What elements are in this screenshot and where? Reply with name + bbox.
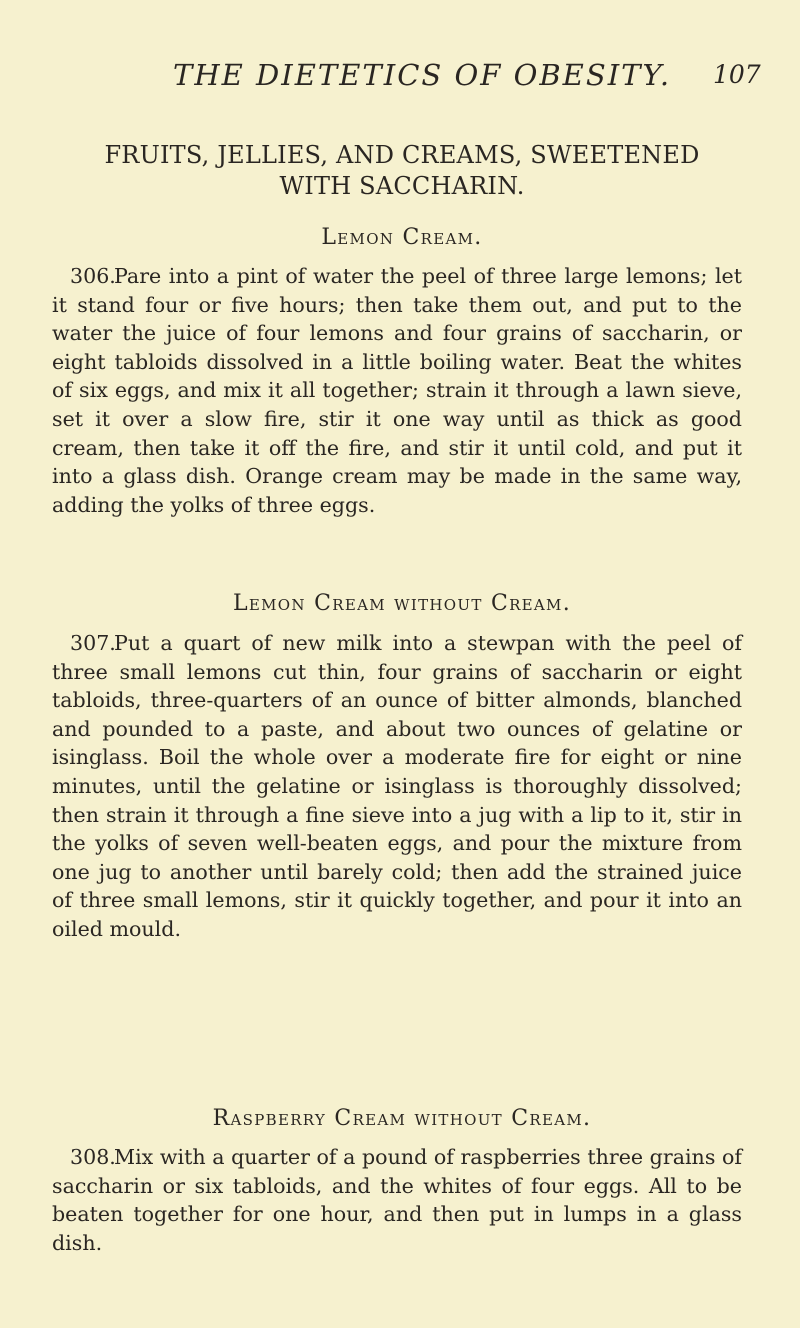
- recipe-number: 307.: [70, 631, 116, 655]
- recipe-306-body: [52, 262, 742, 519]
- recipe-307-body: [52, 629, 742, 944]
- recipe-text: Mix with a quarter of a pound of raspberries three grains of saccharin or six tabloids, and the whites of four eggs. All to be beaten together for one hour, and then put in lumps in a glass dish.: [52, 1145, 742, 1255]
- recipe-number: 306.: [70, 264, 116, 288]
- recipe-title-lemon-cream-without-cream: Lemon Cream without Cream.: [232, 591, 572, 616]
- page-number: 107: [713, 60, 761, 89]
- chapter-heading: [52, 140, 752, 202]
- chapter-heading-line-2: WITH SACCHARIN.: [279, 172, 525, 200]
- recipe-text: Pare into a pint of water the peel of three large lemons; let it stand four or five hours; then take them out, and put to the water the juice of four lemons and four grains of saccharin, or eight tabloids dissolved in a little boiling water. Beat the whites of six eggs, and mix it all together; strain it through a lawn sieve, set it over a slow fire, stir it one way until as thick as good cream, then take it off the fire, and stir it until cold, and put it into a glass dish. Orange cream may be made in the same way, adding the yolks of three eggs.: [52, 264, 742, 517]
- running-head: [0, 58, 800, 98]
- chapter-heading-line-1: FRUITS, JELLIES, AND CREAMS, SWEETENED: [104, 141, 700, 169]
- recipe-number: 308.: [70, 1145, 116, 1169]
- recipe-308-body: [52, 1143, 742, 1257]
- recipe-title-raspberry-cream-without-cream: Raspberry Cream without Cream.: [212, 1106, 592, 1131]
- recipe-title-lemon-cream: Lemon Cream.: [321, 225, 483, 250]
- running-title: THE DIETETICS OF OBESITY.: [173, 58, 672, 92]
- recipe-text: Put a quart of new milk into a stewpan with the peel of three small lemons cut thin, four grains of saccharin or eight tabloids, three-quarters of an ounce of bitter almonds, blanched and pounded to a paste, and about two ounces of gelatine or isinglass. Boil the whole over a moderate fire for eight or nine minutes, until the gelatine or isinglass is thoroughly dissolved; then strain it through a fine sieve into a jug with a lip to it, stir in the yolks of seven well-beaten eggs, and pour the mixture from one jug to another until barely cold; then add the strained juice of three small lemons, stir it quickly together, and pour it into an oiled mould.: [52, 631, 742, 941]
